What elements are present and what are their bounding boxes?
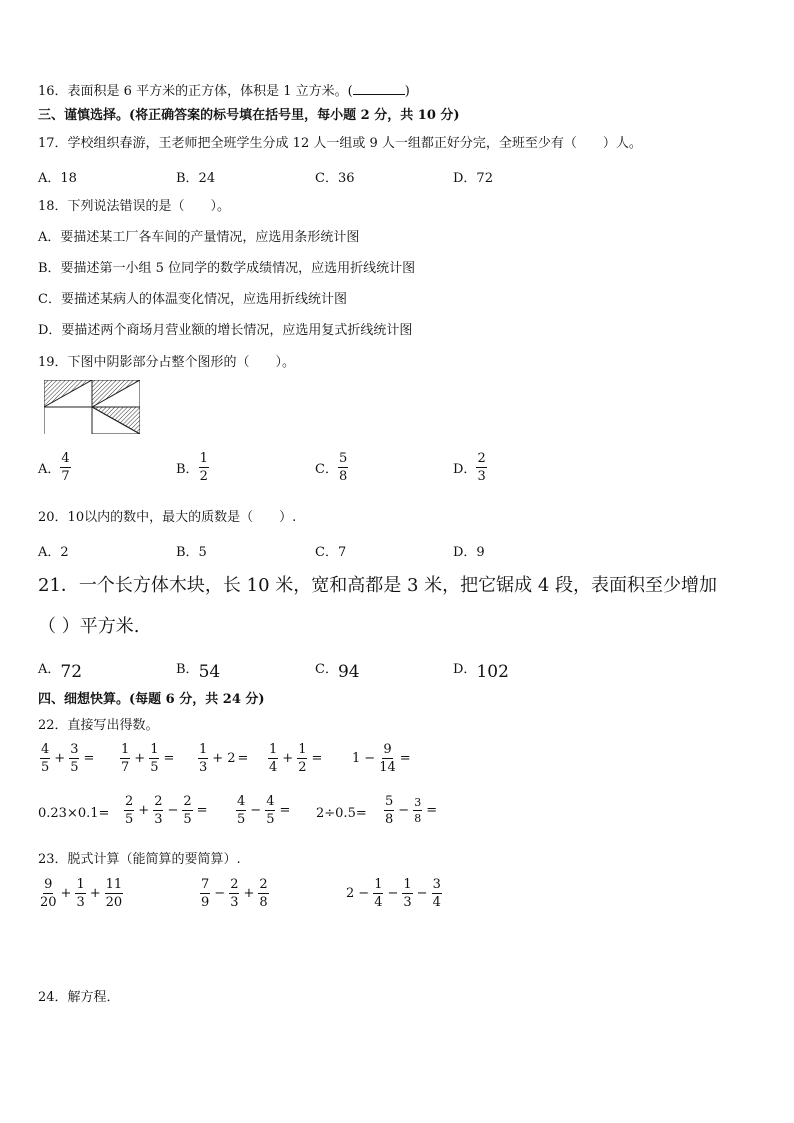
question-20: 20．10以内的数中，最大的质数是（ ）. xyxy=(38,510,297,525)
q20-option-b: B．5 xyxy=(176,545,207,560)
q18-option-a: A．要描述某工厂各车间的产量情况，应选用条形统计图 xyxy=(38,230,360,245)
fraction: $\frac{4}{7}$ xyxy=(61,451,70,484)
q19-option-a: A． $\frac{4}{7}$ xyxy=(38,451,70,484)
q18-option-d: D．要描述两个商场月营业额的增长情况，应选用复式折线统计图 xyxy=(38,323,413,338)
q20-option-c: C．7 xyxy=(315,545,347,560)
expr-22-1: $\frac{4}{5}$ + $\frac{3}{5}$ = xyxy=(41,742,95,775)
expr-23-2: $\frac{7}{9}$ − $\frac{2}{3}$ + $\frac{2}{8}$ xyxy=(201,877,268,910)
question-21-line-1: 21．一个长方体木块，长 10 米，宽和高都是 3 米，把它锯成 4 段，表面积至少增加 xyxy=(38,575,718,596)
q21-option-a: $^{A.}$72 xyxy=(38,662,83,682)
fraction: $\frac{5}{8}$ xyxy=(338,451,348,484)
question-16: 16．表面积是 6 平方米的正方体，体积是 1 立方米。( ) xyxy=(38,84,410,99)
q21-option-d: $^{D.}$102 xyxy=(453,662,509,682)
q17-option-b: B．24 xyxy=(176,171,216,186)
q18-option-c: C．要描述某病人的体温变化情况，应选用折线统计图 xyxy=(38,292,347,307)
expr-22-3: $\frac{1}{3}$ + 2 = xyxy=(199,742,249,775)
q17-option-c: C．36 xyxy=(315,171,355,186)
question-18: 18．下列说法错误的是（ ）。 xyxy=(38,199,231,214)
q19-option-c: C． $\frac{5}{8}$ xyxy=(315,451,348,484)
section-3-heading: 三、谨慎选择。(将正确答案的标号填在括号里，每小题 2 分，共 10 分) xyxy=(38,108,460,123)
question-17: 17．学校组织春游，王老师把全班学生分成 12 人一组或 9 人一组都正好分完，全班至少有（ ）人。 xyxy=(38,136,642,151)
expr-22-8: $\frac{4}{5}$ − $\frac{4}{5}$ = xyxy=(237,794,291,827)
expr-22-2: $\frac{1}{7}$ + $\frac{1}{5}$ = xyxy=(121,742,175,775)
q21-option-b: $^{B.}$54 xyxy=(176,662,221,682)
answer-blank[interactable] xyxy=(353,82,405,95)
expr-22-10: $\frac{5}{8}$ − $\frac{3}{8}$ = xyxy=(385,794,438,827)
section-4-heading: 四、细想快算。(每题 6 分，共 24 分) xyxy=(38,692,265,707)
expr-23-1: $\frac{9}{20}$ + $\frac{1}{3}$ + $\frac{11}{20}$ xyxy=(40,877,123,910)
expr-22-5: 1 − $\frac{9}{14}$ = xyxy=(352,742,411,775)
question-24: 24．解方程． xyxy=(38,990,120,1005)
fraction: $\frac{2}{3}$ xyxy=(477,451,486,484)
q19-option-b: B． $\frac{1}{2}$ xyxy=(176,451,208,484)
expr-23-3: 2 − $\frac{1}{4}$ − $\frac{1}{3}$ − $\frac{3}{4}$ xyxy=(346,877,441,910)
expr-22-9: 2÷0.5= xyxy=(316,806,367,821)
expr-22-4: $\frac{1}{4}$ + $\frac{1}{2}$ = xyxy=(269,742,323,775)
q20-option-d: D．9 xyxy=(453,545,485,560)
q20-option-a: A．2 xyxy=(38,545,69,560)
question-22: 22．直接写出得数。 xyxy=(38,718,159,733)
fraction: $\frac{1}{2}$ xyxy=(199,451,208,484)
q17-option-d: D．72 xyxy=(453,171,493,186)
q21-option-c: $^{C.}$94 xyxy=(315,662,360,682)
q17-option-a: A．18 xyxy=(38,171,77,186)
expr-22-7: $\frac{2}{5}$ + $\frac{2}{3}$ − $\frac{2}{5}$ = xyxy=(125,794,208,827)
q19-option-d: D． $\frac{2}{3}$ xyxy=(453,451,486,484)
question-21-line-2: （ ）平方米. xyxy=(38,616,140,637)
q18-option-b: B．要描述第一小组 5 位同学的数学成绩情况，应选用折线统计图 xyxy=(38,261,416,276)
shaded-figure xyxy=(44,380,140,434)
question-19: 19．下图中阴影部分占整个图形的（ ）。 xyxy=(38,355,296,370)
question-23: 23．脱式计算（能简算的要简算）. xyxy=(38,852,241,867)
expr-22-6: 0.23×0.1= xyxy=(38,806,110,821)
